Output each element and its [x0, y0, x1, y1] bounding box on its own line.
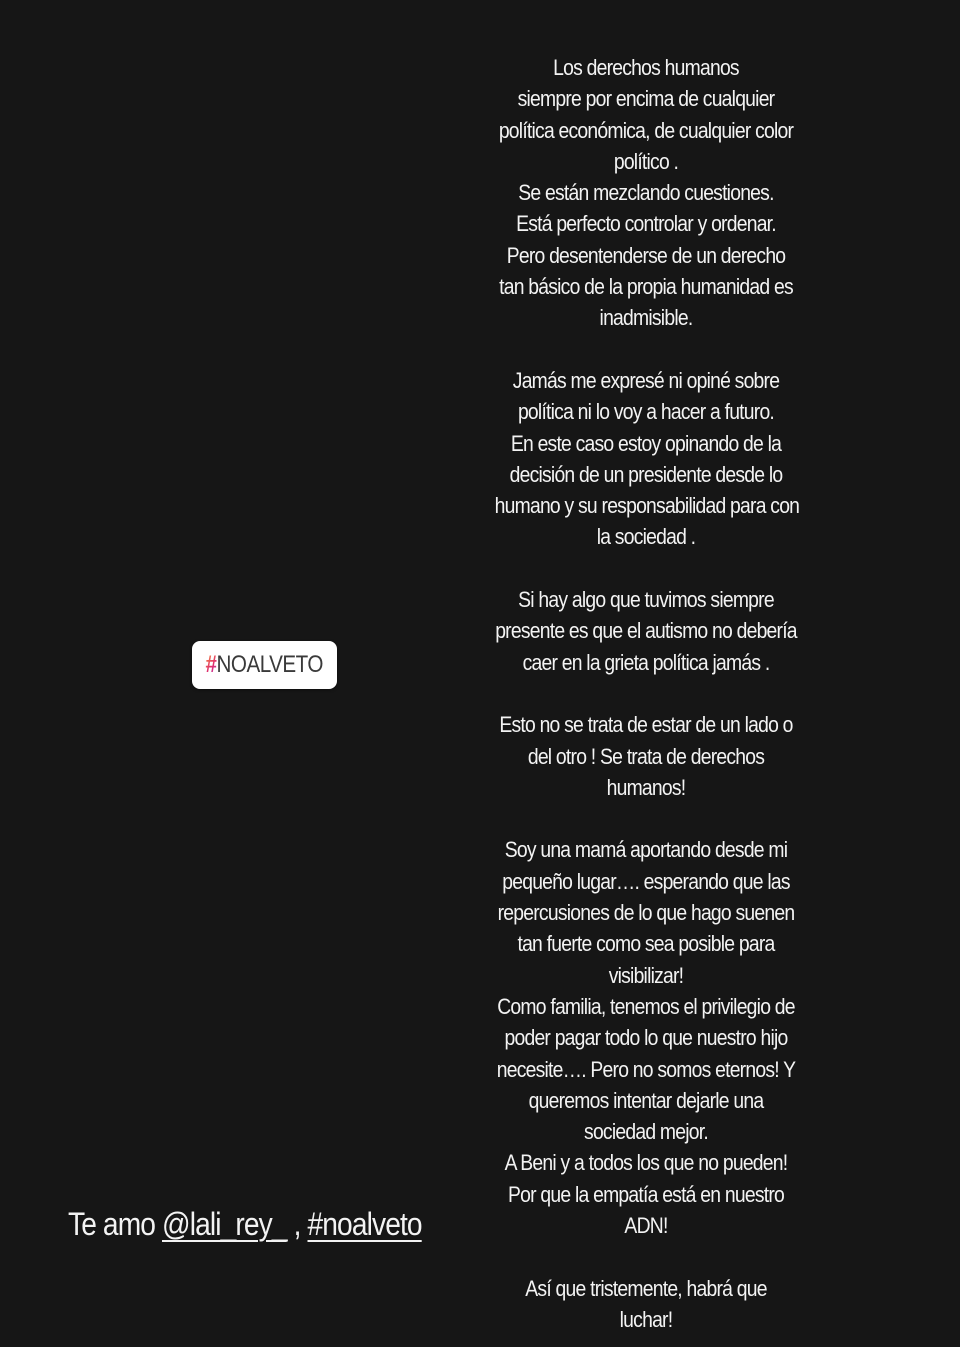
mention-link[interactable]: @lali_rey_	[162, 1206, 287, 1242]
story-text-line: Si hay algo que tuvimos siempre	[518, 587, 774, 613]
story-text-line: político .	[613, 148, 679, 174]
story-text-line: Pero desentenderse de un derecho	[506, 242, 786, 268]
story-blank-line	[495, 803, 798, 834]
hashtag-sticker-tag: NOALVETO	[216, 651, 324, 678]
story-text-line: En este caso estoy opinando de la	[510, 430, 782, 456]
story-text-line: sociedad mejor.	[584, 1119, 708, 1145]
story-blank-line	[495, 334, 798, 365]
story-text-line: queremos intentar dejarle una	[528, 1087, 764, 1113]
story-text-line: del otro ! Se trata de derechos	[527, 743, 765, 769]
caption-separator: ,	[286, 1206, 308, 1242]
story-text-line: humanos!	[606, 774, 686, 800]
story-blank-line	[495, 678, 798, 709]
story-blank-line	[495, 1241, 798, 1272]
story-text-line: necesite…. Pero no somos eternos! Y	[496, 1056, 796, 1082]
caption-prefix: Te amo	[68, 1206, 163, 1242]
story-text-line: luchar!	[619, 1306, 673, 1332]
story-text-line: Como familia, tenemos el privilegio de	[497, 993, 795, 1019]
story-text-line: Está perfecto controlar y ordenar.	[516, 211, 776, 237]
story-text-line: tan fuerte como sea posible para	[517, 931, 775, 957]
story-text-line: visibilizar!	[608, 962, 684, 988]
story-text-line: Esto no se trata de estar de un lado o	[499, 712, 793, 738]
story-blank-line	[495, 553, 798, 584]
story-text-line: siempre por encima de cualquier	[517, 86, 775, 112]
story-text-line: caer en la grieta política jamás .	[522, 649, 770, 675]
hashtag-link[interactable]: #noalveto	[307, 1206, 422, 1242]
story-text-line: Jamás me expresé ni opiné sobre	[512, 367, 780, 393]
story-text-block	[495, 52, 798, 1335]
hashtag-sticker-label	[206, 651, 323, 679]
story-text-line: inadmisible.	[599, 305, 693, 331]
hashtag-sticker[interactable]	[192, 641, 337, 689]
story-text-line: ADN!	[624, 1212, 668, 1238]
story-text-line: Los derechos humanos	[553, 55, 739, 80]
story-text-line: repercusiones de lo que hago suenen	[497, 900, 795, 926]
story-text-line: la sociedad .	[596, 524, 696, 550]
story-text-line: Soy una mamá aportando desde mi	[504, 837, 788, 863]
caption	[68, 1206, 422, 1243]
story-text-line: presente es que el autismo no debería	[495, 618, 797, 644]
story-text-line: Se están mezclando cuestiones.	[518, 180, 774, 206]
story-text-line: decisión de un presidente desde lo	[509, 461, 783, 487]
story-text-line: pequeño lugar…. esperando que las	[502, 868, 790, 894]
story-text-line: humano y su responsabilidad para con	[494, 493, 800, 519]
story-text-line: política económica, de cualquier color	[498, 117, 794, 143]
story-text-line: política ni lo voy a hacer a futuro.	[517, 399, 775, 425]
story-text-line: tan básico de la propia humanidad es	[499, 274, 793, 300]
story-text-line: Por que la empatía está en nuestro	[508, 1181, 784, 1207]
story-text-line: poder pagar todo lo que nuestro hijo	[504, 1025, 788, 1051]
story-text-line: Así que tristemente, habrá que	[525, 1275, 767, 1301]
hashtag-sticker-hash: #	[205, 651, 217, 678]
story-text-line: A Beni y a todos los que no pueden!	[504, 1150, 788, 1176]
